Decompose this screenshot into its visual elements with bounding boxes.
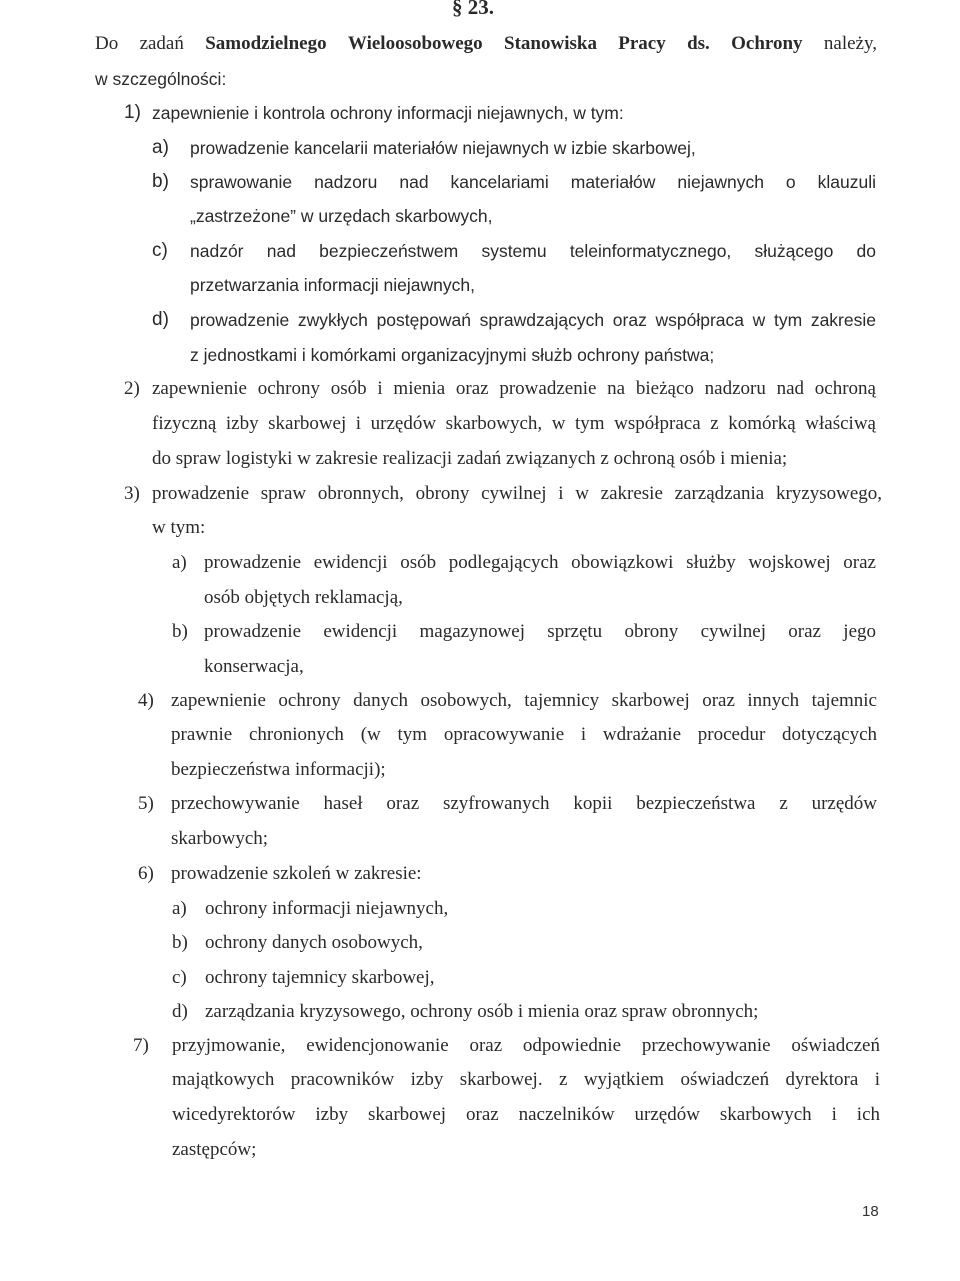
item-1d-line-1: prowadzenie zwykłych postępowań sprawdzających oraz współpraca w tym zakresie: [190, 310, 876, 330]
item-5-line-2: skarbowych;: [171, 828, 269, 849]
item-4-line-1: zapewnienie ochrony danych osobowych, tajemnicy skarbowej oraz innych tajemnic: [171, 690, 877, 711]
item-1-number: 1): [124, 102, 141, 123]
intro-word: Do: [95, 33, 119, 54]
item-1b-line-2: „zastrzeżone” w urzędach skarbowych,: [190, 206, 493, 226]
item-1b-number: b): [152, 171, 169, 192]
item-6b-number: b): [172, 932, 188, 953]
item-2-line-3: do spraw logistyki w zakresie realizacji zadań związanych z ochroną osób i mienia;: [152, 448, 788, 469]
item-1a-number: a): [152, 137, 169, 158]
page-number: 18: [862, 1203, 879, 1220]
item-3-line-1: prowadzenie spraw obronnych, obrony cywilnej i w zakresie zarządzania kryzysowego,: [152, 483, 882, 504]
item-1-text: zapewnienie i kontrola ochrony informacji niejawnych, w tym:: [152, 103, 624, 123]
item-7-line-2: majątkowych pracowników izby skarbowej. z wyjątkiem oświadczeń dyrektora i: [172, 1069, 880, 1090]
item-6-text: prowadzenie szkoleń w zakresie:: [171, 863, 422, 884]
item-7-line-4: zastępców;: [172, 1139, 257, 1160]
intro-word: Pracy: [618, 33, 666, 54]
item-3a-number: a): [172, 552, 187, 573]
item-7-line-1: przyjmowanie, ewidencjonowanie oraz odpowiednie przechowywanie oświadczeń: [172, 1035, 880, 1056]
item-4-line-2: prawnie chronionych (w tym opracowywanie i wdrażanie procedur dotyczących: [171, 724, 877, 745]
item-3-number: 3): [124, 483, 140, 504]
item-2-number: 2): [124, 378, 140, 399]
item-4-line-3: bezpieczeństwa informacji);: [171, 759, 386, 780]
item-3a-line-1: prowadzenie ewidencji osób podlegających obowiązkowi służby wojskowej oraz: [204, 552, 876, 573]
intro-word: Ochrony: [731, 33, 803, 54]
item-3a-line-2: osób objętych reklamacją,: [204, 587, 403, 608]
item-3b-number: b): [172, 621, 188, 642]
item-3b-line-1: prowadzenie ewidencji magazynowej sprzętu obrony cywilnej oraz jego: [204, 621, 876, 642]
item-6a-number: a): [172, 898, 187, 919]
item-6a-text: ochrony informacji niejawnych,: [205, 898, 449, 919]
intro-word: Wieloosobowego: [347, 33, 483, 54]
item-1d-line-2: z jednostkami i komórkami organizacyjnymi służb ochrony państwa;: [190, 345, 715, 365]
item-1a-text: prowadzenie kancelarii materiałów niejawnych w izbie skarbowej,: [190, 138, 696, 158]
item-5-number: 5): [138, 793, 154, 814]
intro-word: Samodzielnego: [205, 33, 327, 54]
section-heading: § 23.: [452, 0, 494, 19]
item-6-number: 6): [138, 863, 154, 884]
item-6d-number: d): [172, 1001, 188, 1022]
intro-word: należy,: [823, 33, 877, 54]
item-5-line-1: przechowywanie haseł oraz szyfrowanych kopii bezpieczeństwa z urzędów: [171, 793, 877, 814]
item-2-line-1: zapewnienie ochrony osób i mienia oraz prowadzenie na bieżąco nadzoru nad ochroną: [152, 378, 876, 399]
item-6d-text: zarządzania kryzysowego, ochrony osób i mienia oraz spraw obronnych;: [205, 1001, 759, 1022]
item-1b-line-1: sprawowanie nadzoru nad kancelariami materiałów niejawnych o klauzuli: [190, 172, 876, 192]
item-2-line-2: fizyczną izby skarbowej i urzędów skarbowych, w tym współpraca z komórką właściwą: [152, 413, 876, 434]
item-6c-text: ochrony tajemnicy skarbowej,: [205, 967, 435, 988]
intro-word: Stanowiska: [504, 33, 597, 54]
item-7-number: 7): [133, 1035, 149, 1056]
item-3b-line-2: konserwacja,: [204, 656, 304, 677]
item-4-number: 4): [138, 690, 154, 711]
item-1d-number: d): [152, 309, 169, 330]
item-3-line-2: w tym:: [152, 517, 206, 538]
intro-word: ds.: [687, 33, 710, 54]
item-6c-number: c): [172, 967, 187, 988]
item-7-line-3: wicedyrektorów izby skarbowej oraz naczelników urzędów skarbowych i ich: [172, 1104, 880, 1125]
intro-line-1: [95, 33, 877, 55]
item-1c-line-2: przetwarzania informacji niejawnych,: [190, 275, 475, 295]
intro-word: zadań: [139, 33, 184, 54]
item-1c-line-1: nadzór nad bezpieczeństwem systemu teleinformatycznego, służącego do: [190, 241, 876, 261]
item-1c-number: c): [152, 240, 168, 261]
item-6b-text: ochrony danych osobowych,: [205, 932, 423, 953]
intro-line-2: w szczególności:: [95, 69, 227, 89]
